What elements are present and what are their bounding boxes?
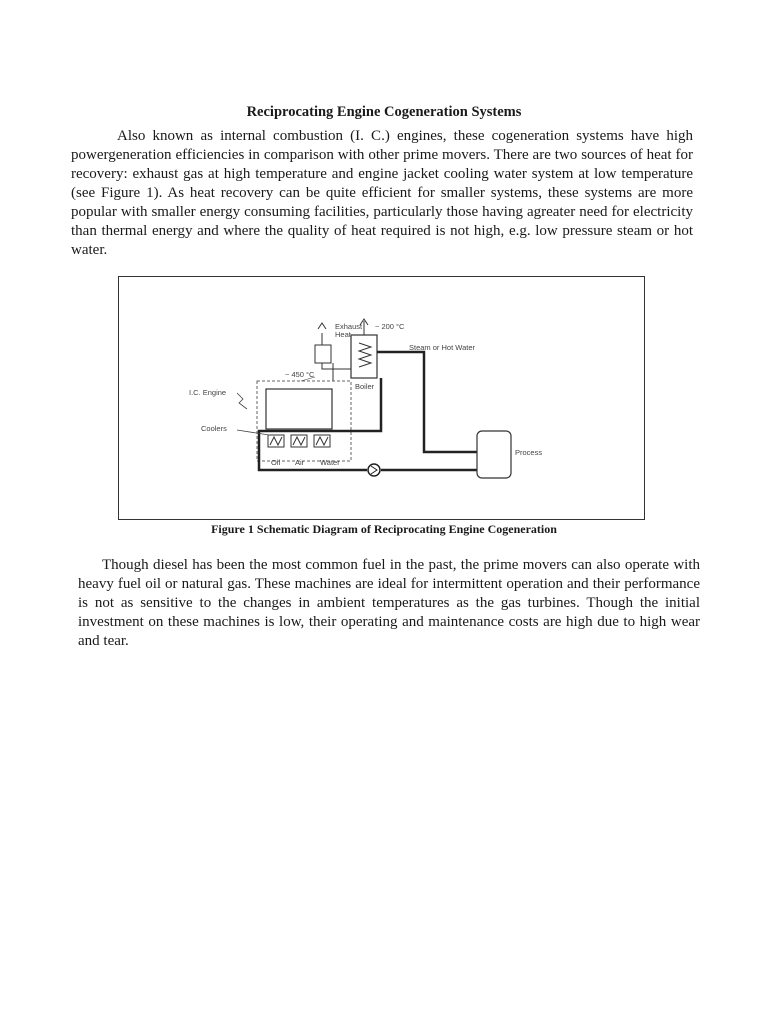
label-coolers: Coolers xyxy=(201,424,227,433)
coolers xyxy=(268,435,330,447)
label-ic-engine: I.C. Engine xyxy=(189,388,227,397)
exhaust-arrow xyxy=(318,323,326,345)
page-title: Reciprocating Engine Cogeneration Systems xyxy=(246,104,522,120)
body-paragraph: Though diesel has been the most common fuel in the past, the prime movers can also operate with heavy fuel oil or natural gas. These machines are ideal for intermittent operation and their performance is not as sensitive to the changes in ambient temperatures as the gas turbines. Though the initial investment on these machines is low, their operating and maintenance costs are high due to high wear and tear. xyxy=(78,557,700,649)
label-exhaust-line2: Heat xyxy=(335,330,351,339)
label-temp-450: ~ 450 °C xyxy=(285,370,315,379)
figure-caption: Figure 1 Schematic Diagram of Reciprocating Engine Cogeneration xyxy=(211,522,557,536)
figure-frame xyxy=(118,276,645,520)
ic-engine-block xyxy=(266,389,332,429)
pump-icon xyxy=(368,464,380,476)
cogeneration-diagram xyxy=(119,277,646,521)
ic-engine-leader xyxy=(237,393,247,409)
exhaust-pipe xyxy=(322,363,351,369)
intro-paragraph: Also known as internal combustion (I. C.) engines, these cogeneration systems have high powergeneration efficiencies in comparison with other prime movers. There are two sources of heat for recovery: exhaust gas at high temperature and engine jacket cooling water system at low temperature (see Figure 1). As heat recovery can be quite efficient for smaller systems, these systems are more popular with smaller energy consuming facilities, particularly those having agreater need for electricity than thermal energy and where the quality of heat required is not high, e.g. low pressure steam or hot water. xyxy=(71,128,693,258)
label-air: Air xyxy=(295,458,305,467)
boiler xyxy=(351,335,377,378)
label-exhaust-line1: Exhaust xyxy=(335,322,363,331)
exhaust-heat-exchanger xyxy=(315,345,331,363)
label-process: Process xyxy=(515,448,543,457)
label-temp-200: ~ 200 °C xyxy=(375,322,405,331)
label-steam-or-hot-water: Steam or Hot Water xyxy=(409,343,475,352)
process-tank xyxy=(477,431,511,478)
label-water: Water xyxy=(320,458,340,467)
label-boiler: Boiler xyxy=(355,382,375,391)
label-oil: Oil xyxy=(271,458,281,467)
